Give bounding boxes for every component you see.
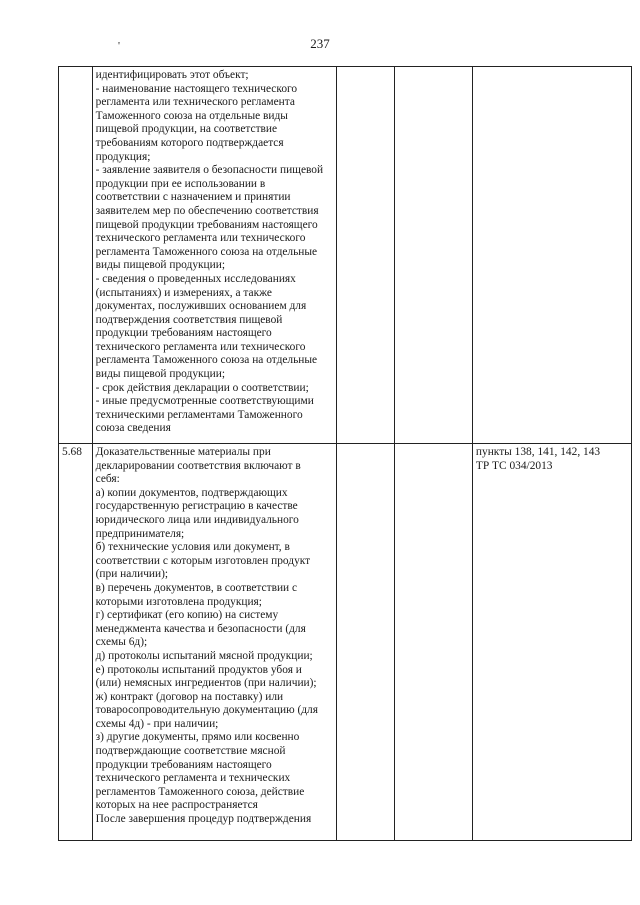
text-line: - срок действия декларации о соответствии; (95, 381, 309, 394)
text-line: - иные предусмотренные соответствующими (95, 395, 314, 408)
text-line: продукции при ее использовании в (95, 177, 266, 190)
reference-cell (472, 67, 631, 444)
text-line: технического регламента и технических (95, 772, 291, 785)
requirement-text-cell (92, 444, 337, 841)
text-line: государственную регистрацию в качестве (95, 500, 298, 513)
text-line: регламента Таможенного союза на отдельные (95, 354, 318, 367)
text-line: (или) немясных ингредиентов (при наличии); (95, 677, 317, 690)
text-line: предпринимателя; (95, 527, 185, 540)
text-line: которых на нее распространяется (95, 799, 258, 812)
text-line: техническими регламентами Таможенного (95, 408, 303, 421)
text-line: - заявление заявителя о безопасности пищевой (95, 164, 324, 177)
text-line: соответствии с назначением и принятии (95, 191, 291, 204)
text-line: (при наличии); (95, 568, 169, 581)
reference-cell (472, 444, 631, 841)
text-line: е) протоколы испытаний продуктов убоя и (95, 663, 302, 676)
text-line: технического регламента или технического (95, 232, 306, 245)
text-line: союза сведения (95, 422, 171, 435)
text-line: Доказательственные материалы при (95, 446, 271, 458)
text-line: виды пищевой продукции; (95, 259, 226, 272)
text-line: продукции требованиям настоящего (95, 327, 272, 340)
text-line: регламента или технического регламента (95, 96, 295, 109)
text-line: требованиям которого подтверждается (95, 136, 284, 149)
table-row (59, 444, 632, 841)
reference-line: пункты 138, 141, 142, 143 (475, 446, 601, 458)
text-line: в) перечень документов, в соответствии с (95, 581, 298, 594)
regulation-table (58, 66, 632, 841)
empty-cell (337, 67, 395, 444)
text-line: себя: (95, 473, 120, 486)
text-line: - сведения о проведенных исследованиях (95, 272, 296, 285)
empty-cell (395, 67, 472, 444)
text-line: заявителем мер по обеспечению соответствия (95, 204, 319, 217)
text-line: подтверждающие соответствие мясной (95, 745, 286, 758)
text-line: которыми изготовлена продукция; (95, 595, 262, 608)
text-line: документах, послуживших основанием для (95, 300, 307, 313)
text-line: схемы 4д) - при наличии; (95, 717, 219, 730)
text-line: г) сертификат (его копию) на систему (95, 609, 279, 622)
text-line: Таможенного союза на отдельные виды (95, 109, 288, 122)
text-line: д) протоколы испытаний мясной продукции; (95, 649, 313, 662)
text-line: соответствии с которым изготовлен продукт (95, 554, 311, 567)
text-line: юридического лица или индивидуального (95, 513, 299, 526)
text-line: регламентов Таможенного союза, действие (95, 785, 305, 798)
text-line: подтверждения соответствия пищевой (95, 313, 283, 326)
empty-cell (337, 444, 395, 841)
text-line: пищевой продукции, на соответствие (95, 123, 278, 136)
text-line: з) другие документы, прямо или косвенно (95, 731, 300, 744)
text-line: регламента Таможенного союза на отдельные (95, 245, 318, 258)
empty-cell (395, 444, 472, 841)
text-line: а) копии документов, подтверждающих (95, 486, 288, 499)
table-row (59, 67, 632, 444)
text-line: товаросопроводительную документацию (для (95, 704, 318, 717)
reference-line: ТР ТС 034/2013 (475, 459, 553, 472)
text-line: технического регламента или технического (95, 340, 306, 353)
text-line: После завершения процедур подтверждения (95, 813, 312, 826)
text-line: (испытаниях) и измерениях, а также (95, 286, 272, 299)
text-line: схемы 6д); (95, 636, 148, 649)
row-number-cell: 5.68 (59, 444, 93, 841)
page-number: 237 (310, 36, 330, 51)
requirement-text-cell (92, 67, 337, 444)
text-line: виды пищевой продукции; (95, 368, 226, 381)
text-line: б) технические условия или документ, в (95, 541, 290, 554)
text-line: - наименование настоящего технического (95, 82, 298, 95)
text-line: пищевой продукции требованиям настоящего (95, 218, 318, 231)
text-line: продукция; (95, 150, 151, 163)
text-line: декларировании соответствия включают в (95, 459, 301, 472)
text-line: продукции требованиям настоящего (95, 758, 272, 771)
text-line: ж) контракт (договор на поставку) или (95, 690, 284, 703)
stray-mark: ' (118, 40, 120, 52)
row-number-cell (59, 67, 93, 444)
text-line: идентифицировать этот объект; (95, 69, 249, 81)
text-line: менеджмента качества и безопасности (для (95, 622, 306, 635)
